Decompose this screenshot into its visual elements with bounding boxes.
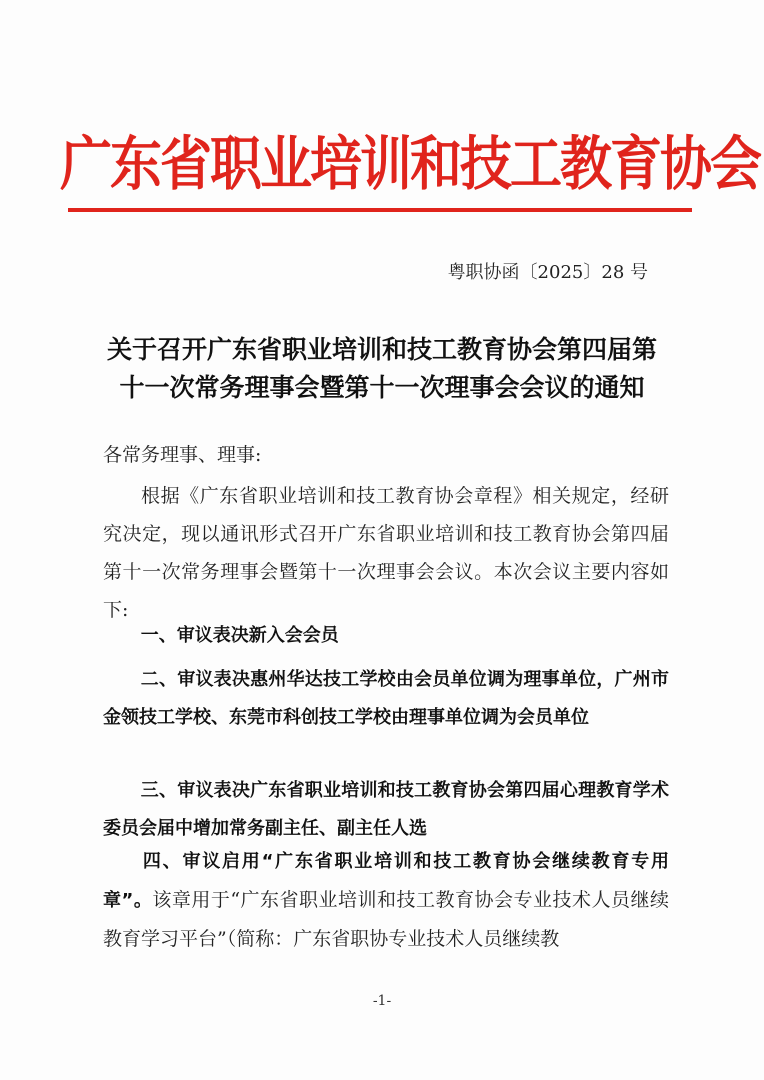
letterhead-title: 广东省职业培训和技工教育协会 <box>60 131 761 199</box>
agenda-item-3: 三、审议表决广东省职业培训和技工教育协会第四届心理教育学术委员会届中增加常务副主任、副主任人选 <box>103 780 669 839</box>
agenda-item-4-body: 该章用于“广东省职业培训和技工教育协会专业技术人员继续教育学习平台”（简称：广东省职协专业技术人员继续教 <box>103 889 669 950</box>
agenda-item-4-lead: 四、审议启用“广东省职业培训和技工教育协会继续教育专用章”。 <box>103 851 669 911</box>
salutation: 各常务理事、理事: <box>103 444 262 466</box>
letterhead-red-rule <box>68 208 692 212</box>
document-number: 粤职协函〔2025〕28 号 <box>447 262 648 283</box>
intro-paragraph: 根据《广东省职业培训和技工教育协会章程》相关规定，经研究决定，现以通讯形式召开广东省职业培训和技工教育协会第四届第十一次常务理事会暨第十一次理事会会议。本次会议主要内容如下: <box>103 485 669 621</box>
document-title-line-2: 十一次常务理事会暨第十一次理事会会议的通知 <box>119 373 645 402</box>
page-number: -1- <box>372 993 392 1009</box>
agenda-item-1: 一、审议表决新入会会员 <box>140 625 339 646</box>
document-title-line-1: 关于召开广东省职业培训和技工教育协会第四届第 <box>106 335 657 364</box>
document-title <box>70 331 694 407</box>
agenda-item-2: 二、审议表决惠州华达技工学校由会员单位调为理事单位，广州市金领技工学校、东莞市科创技工学校由理事单位调为会员单位 <box>103 669 669 728</box>
agenda-item-4 <box>103 842 669 958</box>
